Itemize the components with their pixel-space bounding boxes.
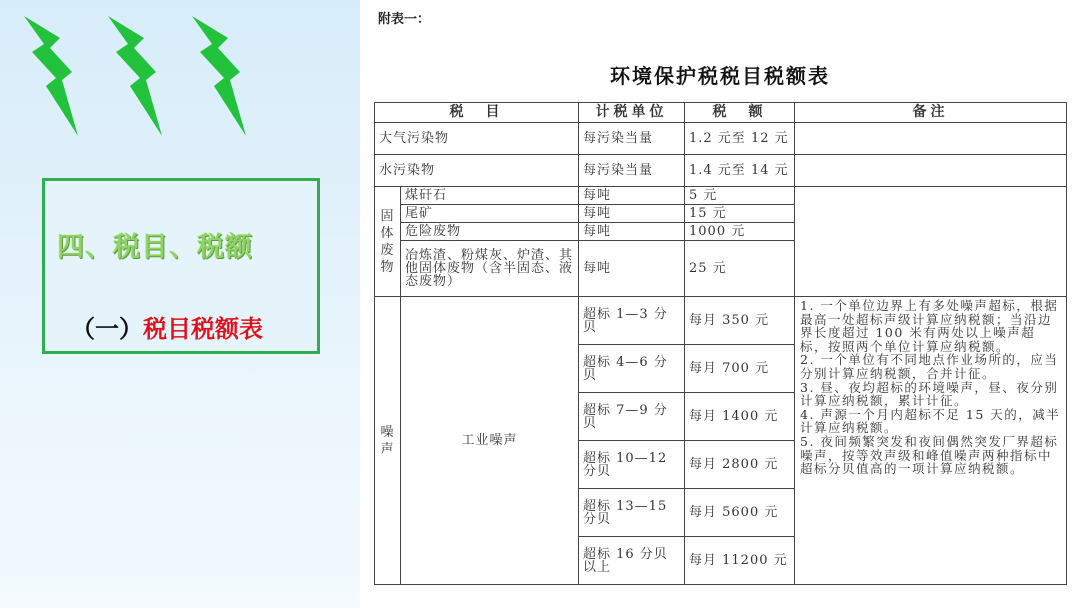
- unit-cell: 超标 13—15 分贝: [579, 489, 685, 537]
- category-cell: 噪声: [375, 297, 401, 585]
- unit-cell: 超标 7—9 分贝: [579, 393, 685, 441]
- unit-cell: 每污染当量: [579, 155, 685, 187]
- subsection-number: （一）: [71, 315, 143, 343]
- unit-cell: 超标 10—12 分贝: [579, 441, 685, 489]
- table-row: [375, 187, 1067, 205]
- amount-cell: 5 元: [685, 187, 795, 205]
- item-cell: 危险废物: [401, 223, 579, 241]
- item-cell: 水污染物: [375, 155, 579, 187]
- table-row: [375, 123, 1067, 155]
- note-item: 1. 一个单位边界上有多处噪声超标，根据最高一处超标声级计算应纳税额；当沿边界长度超过 100 米有两处以上噪声超标，按照两个单位计算应纳税额。: [800, 298, 1059, 354]
- item-cell: 尾矿: [401, 205, 579, 223]
- left-panel: [0, 0, 360, 608]
- title-box: [42, 178, 320, 354]
- item-cell: 冶炼渣、粉煤灰、炉渣、其他固体废物（含半固态、液态废物）: [401, 241, 579, 297]
- unit-cell: 每污染当量: [579, 123, 685, 155]
- noise-notes-cell: [795, 297, 1067, 585]
- unit-cell: 超标 4—6 分贝: [579, 345, 685, 393]
- lightning-bolt-icon: [190, 8, 260, 138]
- tax-rate-table: [374, 102, 1067, 585]
- item-cell: 煤矸石: [401, 187, 579, 205]
- category-cell: 固体废物: [375, 187, 401, 297]
- table-row: [375, 297, 1067, 345]
- amount-cell: 1.4 元至 14 元: [685, 155, 795, 187]
- note-cell: [795, 155, 1067, 187]
- amount-cell: 1.2 元至 12 元: [685, 123, 795, 155]
- note-cell: [795, 123, 1067, 155]
- amount-cell: 每月 1400 元: [685, 393, 795, 441]
- unit-cell: 每吨: [579, 187, 685, 205]
- unit-cell: 每吨: [579, 241, 685, 297]
- amount-cell: 15 元: [685, 205, 795, 223]
- note-cell: [795, 187, 1067, 297]
- unit-cell: 超标 16 分贝以上: [579, 537, 685, 585]
- header-note: 备注: [795, 103, 1067, 123]
- section-title: 四、税目、税额: [57, 232, 253, 263]
- unit-cell: 每吨: [579, 205, 685, 223]
- amount-cell: 每月 700 元: [685, 345, 795, 393]
- item-cell: 大气污染物: [375, 123, 579, 155]
- subsection-title: [71, 309, 263, 344]
- note-item: 3. 昼、夜均超标的环境噪声，昼、夜分别计算应纳税额，累计计征。: [800, 379, 1059, 409]
- header-unit: 计税单位: [579, 103, 685, 123]
- amount-cell: 25 元: [685, 241, 795, 297]
- amount-cell: 每月 350 元: [685, 297, 795, 345]
- unit-cell: 每吨: [579, 223, 685, 241]
- item-cell: 工业噪声: [401, 297, 579, 585]
- document-page: [360, 0, 1080, 608]
- table-header-row: [375, 103, 1067, 123]
- note-item: 5. 夜间频繁突发和夜间偶然突发厂界超标噪声，按等效声级和峰值噪声两种指标中超标分贝值高的一项计算应纳税额。: [800, 433, 1059, 477]
- note-item: 2. 一个单位有不同地点作业场所的，应当分别计算应纳税额，合并计征。: [800, 352, 1059, 381]
- unit-cell: 超标 1—3 分贝: [579, 297, 685, 345]
- document-title: 环境保护税税目税额表: [610, 64, 830, 88]
- note-item: 4. 声源一个月内超标不足 15 天的，减半计算应纳税额。: [800, 406, 1061, 436]
- header-amount: 税 额: [685, 103, 795, 123]
- lightning-bolt-icon: [106, 8, 176, 138]
- header-item: 税 目: [375, 103, 579, 123]
- amount-cell: 每月 2800 元: [685, 441, 795, 489]
- amount-cell: 1000 元: [685, 223, 795, 241]
- amount-cell: 每月 11200 元: [685, 537, 795, 585]
- subsection-text: 税目税额表: [143, 315, 263, 343]
- amount-cell: 每月 5600 元: [685, 489, 795, 537]
- table-row: [375, 155, 1067, 187]
- lightning-bolt-icon: [22, 8, 92, 138]
- annex-label: 附表一：: [378, 12, 431, 27]
